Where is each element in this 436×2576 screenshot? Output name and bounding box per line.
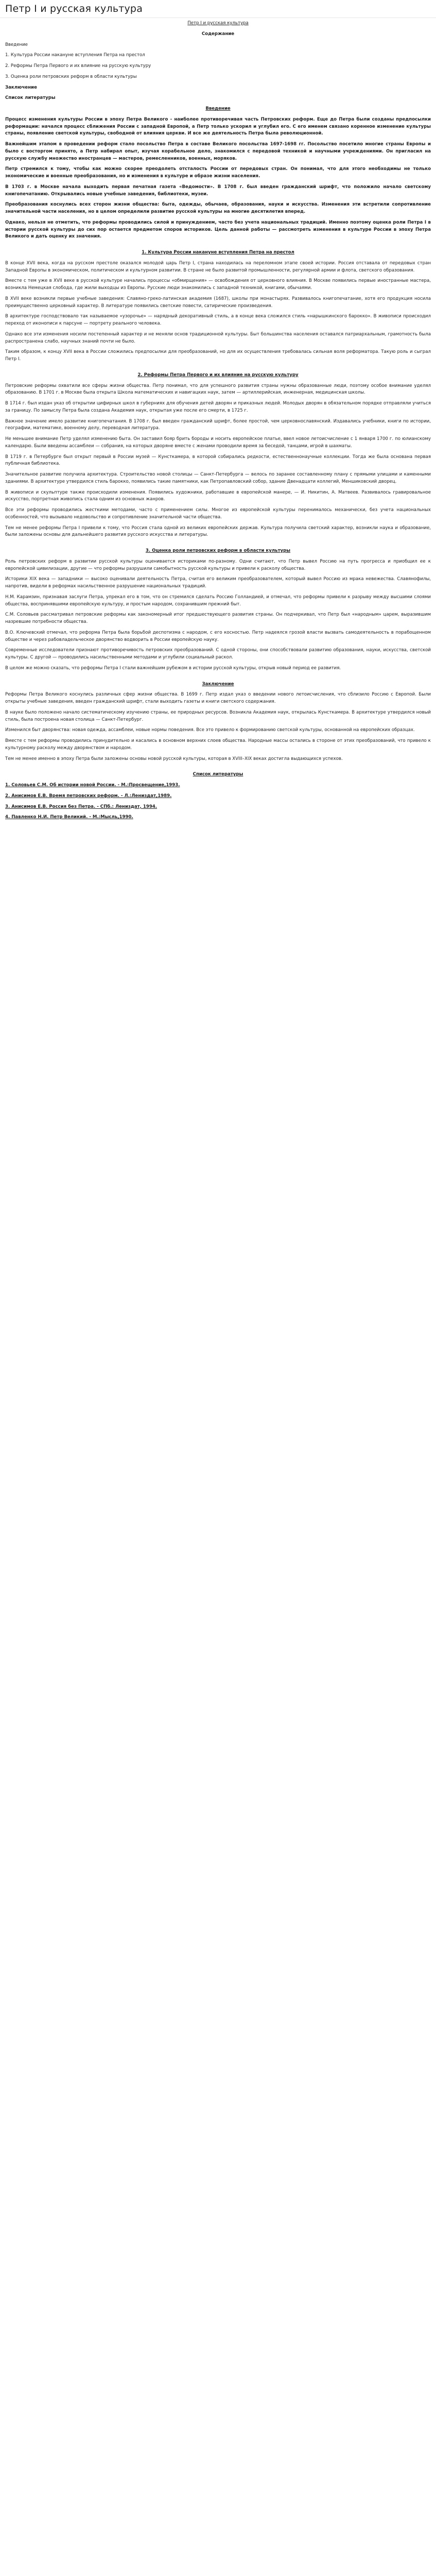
toc-item[interactable]: 1. Культура России накануне вступления Петра на престол: [5, 53, 145, 58]
toc-item[interactable]: Список литературы: [5, 95, 56, 101]
paragraph: В науке было положено начало систематическому изучению страны, ее природных ресурсов. Возникла Академия наук, открылась Кунсткамера. В архитектуре утвердился новый стиль, была построена новая столица — Санкт-Петербург.: [5, 709, 431, 722]
section-title-literature: Список литературы: [193, 772, 243, 777]
page-title: Петр I и русская культура: [5, 3, 143, 14]
paragraph: Тем не менее именно в эпоху Петра были заложены основы новой русской культуры, которая в XVIII–XIX веках достигла выдающихся успехов.: [5, 756, 343, 761]
paragraph: В.О. Ключевский отмечал, что реформа Петра была борьбой деспотизма с народом, с его косностью. Петр надеялся грозой власти вызвать самодеятельность в порабощенном обществе и через рабовладельческое дворянство водворить в России европейскую науку.: [5, 630, 431, 642]
paragraph: Историки XIX века — западники — высоко оценивали деятельность Петра, считая его великим преобразователем, который вывел Россию из мрака невежества. Славянофилы, напротив, видели в реформах насильственное разрушение национальных традиций.: [5, 577, 431, 589]
toc-title: Содержание: [201, 31, 235, 37]
paragraph: Таким образом, к концу XVII века в России сложились предпосылки для преобразований, но для их осуществления требовалась сильная воля реформатора. Такую роль и сыграл Петр I.: [5, 349, 431, 362]
section-title-3: 3. Оценка роли петровских реформ в области культуры: [145, 548, 291, 553]
document-body: [0, 18, 436, 821]
paragraph: В 1714 г. был издан указ об открытии цифирных школ в губерниях для обучения детей дворян и приказных людей. Молодых дворян в обязательном порядке отправляли учиться за границу. По замыслу Петра была создана Академия наук, открытая уже после его смерти, в 1725 г.: [5, 401, 431, 413]
paragraph: Важнейшим этапом в проведении реформ стало посольство Петра в составе Великого посольства 1697-1698 гг. Посольство посетило многие страны Европы и было с восторгом принято, а Петр набирал опыт, изучая корабельное дело, знакомился с передовой техникой и научными учреждениями. Он пригласил на русскую службу множество иностранцев — мастеров, ремесленников, военных, моряков.: [5, 142, 431, 161]
section-conclusion: [5, 691, 431, 762]
toc-item[interactable]: Введение: [5, 42, 28, 47]
toc-item[interactable]: 3. Оценка роли петровских реформ в области культуры: [5, 74, 137, 79]
paragraph: Вместе с тем реформы проводились принудительно и касались в основном верхних слоев общества. Народные массы остались в стороне от этих преобразований, что привело к культурному расколу между дворянством и народом.: [5, 738, 431, 751]
literature-item: 1. Соловьев С.М. Об истории новой России. - М.:Просвещение,1993.: [5, 783, 180, 788]
paragraph: В живописи и скульптуре также происходили изменения. Появились художники, работавшие в европейской манере, — И. Никитин, А. Матвеев. Развивалось гравировальное искусство, портретная живопись стала одним из основных жанров.: [5, 489, 431, 502]
paragraph: Вместе с тем уже в XVII веке в русской культуре начались процессы «обмирщения» — освобождения от церковного влияния. В Москве появились первые иностранные мастера, возникла Немецкая слобода, где жили выходцы из Европы. Русские люди знакомились с западной техникой, книгами, обычаями.: [5, 278, 431, 291]
literature-item: 3. Анисимов Е.В. Россия без Петра. - СПб.: Лениздат, 1994.: [5, 804, 158, 809]
page-header: [0, 0, 436, 18]
paragraph: В 1703 г. в Москве начала выходить первая печатная газета «Ведомости». В 1708 г. был введен гражданский шрифт, что положило начало светскому книгопечатанию. Открывались новые учебные заведения, библиотеки, музеи.: [5, 184, 431, 197]
paragraph: Все эти реформы проводились жесткими методами, часто с применением силы. Многое из европейской культуры перенималось механически, без учета национальных особенностей, что вызывало недовольство и сопротивление значительной части общества.: [5, 507, 431, 520]
section-title-conclusion: Заключение: [202, 681, 234, 687]
paragraph: Не меньшее внимание Петр уделял изменению быта. Он заставил бояр брить бороды и носить европейское платье, ввел новое летоисчисление с 1 января 1700 г. по юлианскому календарю. Были введены ассамблеи — собрания, на которых дворяне вместе с женами проводили время за беседой, танцами, игрой в шахматы.: [5, 436, 431, 449]
literature-list: [5, 782, 431, 821]
paragraph: С.М. Соловьев рассматривал петровские реформы как закономерный итог предшествующего развития страны. Он подчеркивал, что Петр был «народным» царем, выразившим назревшие потребности общества.: [5, 612, 431, 624]
paragraph: Петр стремился к тому, чтобы как можно скорее преодолеть отсталость России от передовых стран. Он понимал, что для этого необходимы не только экономические и военные преобразования, но и изменения в культуре и образе жизни населения.: [5, 166, 431, 179]
paragraph: В целом же можно сказать, что реформы Петра I стали важнейшим рубежом в истории русской культуры, открыв новый период ее развития.: [5, 665, 341, 671]
table-of-contents: [5, 42, 431, 103]
paragraph: Однако все эти изменения носили постепенный характер и не меняли основ традиционной культуры. Быт большинства населения оставался патриархальным, грамотность была распространена слабо, научных знаний почти не было.: [5, 331, 431, 344]
paragraph: В 1719 г. в Петербурге был открыт первый в России музей — Кунсткамера, в которой собирались редкости, естественнонаучные коллекции. Тогда же была основана первая публичная библиотека.: [5, 454, 431, 467]
paragraph: В конце XVII века, когда на русском престоле оказался молодой царь Петр I, страна находилась на переломном этапе своей истории. Россия отставала от передовых стран Западной Европы в экономическом, политическом и культурном развитии. В стране не было развитой промышленности, регулярной армии и флота, светского образования.: [5, 260, 431, 273]
paragraph: Процесс изменения культуры России в эпоху Петра Великого - наиболее противоречивая часть Петровских реформ. Еще до Петра были созданы предпосылки реформации: начался процесс сближения России с западной Европой, а Петр только ускорил и углубил его. С его именем связано коренное изменение культуры страны, появление светской культуры, свободной от влияния церкви. И все же деятельность Петра была революционной.: [5, 116, 431, 137]
paragraph: Роль петровских реформ в развитии русской культуры оценивается историками по-разному. Одни считают, что Петр вывел Россию на путь прогресса и приобщил ее к европейской цивилизации, другие — что реформы разрушили самобытность русской культуры и привели к расколу общества.: [5, 558, 431, 571]
paragraph: Современные исследователи признают противоречивость петровских преобразований. С одной стороны, они способствовали развитию образования, науки, искусства, светской культуры. С другой — проводились насильственными методами и углубили социальный раскол.: [5, 648, 431, 660]
paragraph: Важное значение имело развитие книгопечатания. В 1708 г. был введен гражданский шрифт, более простой, чем церковнославянский. Издавались учебники, книги по истории, географии, математике, военному делу, переводная литература.: [5, 418, 431, 431]
paragraph: Реформы Петра Великого коснулись различных сфер жизни общества. В 1699 г. Петр издал указ о введении нового летоисчисления, что сблизило Россию с Европой. Были открыты учебные заведения, введен гражданский шрифт, стали выходить газеты и книги светского содержания.: [5, 692, 431, 704]
section-2: [5, 383, 431, 539]
toc-item[interactable]: Заключение: [5, 84, 37, 90]
paragraph: Тем не менее реформы Петра I привели к тому, что Россия стала одной из великих европейских держав. Культура получила светский характер, возникли наука и образование, были заложены основы для дальнейшего развития русского искусства и литературы.: [5, 525, 431, 538]
section-intro: [5, 116, 431, 241]
section-1: [5, 260, 431, 363]
paragraph: В XVII веке возникли первые учебные заведения: Славяно-греко-латинская академия (1687), школы при монастырях. Развивалось книгопечатание, хотя его продукция носила преимущественно церковный характер. В литературе появились светские повести, сатирические произведения.: [5, 296, 431, 309]
document-heading: Петр I и русская культура: [187, 21, 249, 26]
paragraph: Изменился быт дворянства: новая одежда, ассамблеи, новые нормы поведения. Все это привело к формированию светской культуры, основанной на европейских образцах.: [5, 727, 415, 733]
section-title-2: 2. Реформы Петра Первого и их влияние на русскую культуру: [137, 372, 299, 378]
section-title-intro: Введение: [205, 106, 231, 111]
literature-item: 2. Анисимов Е.В. Время петровских реформ. - Л.:Лениздат,1989.: [5, 793, 172, 799]
section-3: [5, 558, 431, 672]
literature-item: 4. Павленко Н.И. Петр Великий. - М.:Мысль,1990.: [5, 815, 133, 820]
paragraph: Преобразования коснулись всех сторон жизни общества: быта, одежды, обычаев, образования, науки и искусства. Изменения эти встретили сопротивление значительной части населения, но в целом определили развитие русской культуры на многие десятилетия вперед.: [5, 202, 431, 214]
paragraph: Н.М. Карамзин, признавая заслуги Петра, упрекал его в том, что он стремился сделать Россию Голландией, и отмечал, что реформы привели к разрыву между высшими слоями общества, воспринявшими европейскую культуру, и простым народом, сохранившим прежний быт.: [5, 594, 431, 607]
paragraph: В архитектуре господствовало так называемое «узорочье» — нарядный декоративный стиль, а в конце века сложился стиль «нарышкинского барокко». В живописи происходил переход от иконописи к парсуне — портрету реального человека.: [5, 314, 431, 326]
section-title-1: 1. Культура России накануне вступления Петра на престол: [142, 250, 294, 255]
paragraph: Однако, нельзя не отметить, что реформы проводились силой и принуждением, часто без учета национальных традиций. Именно поэтому оценка роли Петра I в истории русской культуры до сих пор остается предметом споров историков. Цель данной работы — рассмотреть изменения в культуре России в эпоху Петра Великого и дать оценку их значения.: [5, 219, 431, 240]
paragraph: Значительное развитие получила архитектура. Строительство новой столицы — Санкт-Петербурга — велось по заранее составленному плану с прямыми улицами и каменными зданиями. В архитектуре утвердился стиль барокко, появились такие памятники, как Петропавловский собор, здание Двенадцати коллегий, Меншиковский дворец.: [5, 472, 431, 484]
toc-item[interactable]: 2. Реформы Петра Первого и их влияние на русскую культуру: [5, 63, 151, 69]
paragraph: Петровские реформы охватили все сферы жизни общества. Петр понимал, что для успешного развития страны нужны образованные люди, поэтому особое внимание уделял образованию. В 1701 г. в Москве была открыта Школа математических и навигацких наук, затем — артиллерийская, инженерная, медицинская школы.: [5, 383, 431, 396]
